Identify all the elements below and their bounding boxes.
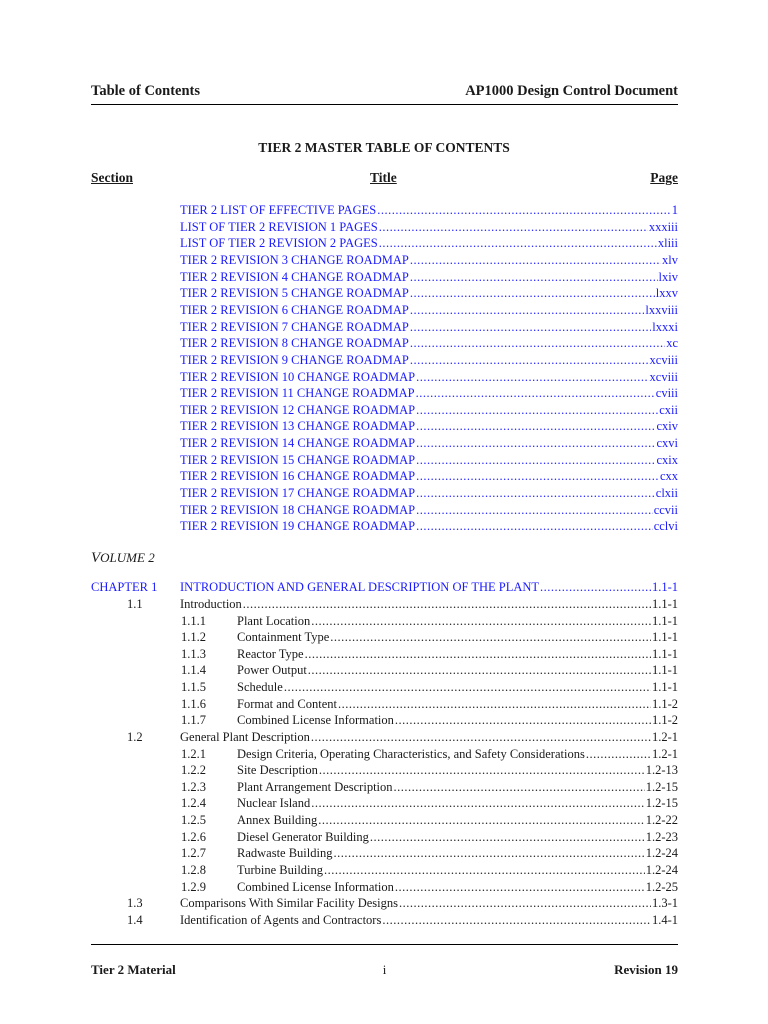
- section-number: 1.2.8: [181, 862, 206, 877]
- section-number: 1.1.2: [181, 630, 206, 645]
- footer-rule: [91, 944, 678, 945]
- toc-entry-link[interactable]: TIER 2 REVISION 5 CHANGE ROADMAP ..... lxxv: [180, 285, 678, 301]
- toc-entry-link[interactable]: TIER 2 REVISION 4 CHANGE ROADMAP ..... lxiv: [180, 269, 678, 285]
- toc-entry-link[interactable]: LIST OF TIER 2 REVISION 1 PAGES ..... xxxiii: [180, 219, 678, 235]
- section-entry[interactable]: Schedule ..... 1.1-1: [237, 679, 678, 695]
- page-header: [91, 83, 678, 103]
- dot-leader: [410, 252, 661, 268]
- toc-entry-link[interactable]: TIER 2 REVISION 16 CHANGE ROADMAP ..... cxx: [180, 468, 678, 484]
- section-entry[interactable]: Reactor Type ..... 1.1-1: [237, 646, 678, 662]
- toc-entry-link[interactable]: TIER 2 REVISION 8 CHANGE ROADMAP ..... xc: [180, 335, 678, 351]
- toc-entry-link[interactable]: TIER 2 REVISION 13 CHANGE ROADMAP ..... cxiv: [180, 418, 678, 434]
- section-number: 1.1.4: [181, 663, 206, 678]
- section-entry[interactable]: Combined License Information ..... 1.1-2: [237, 712, 678, 728]
- section-entry[interactable]: Plant Arrangement Description ..... 1.2-15: [237, 779, 678, 795]
- section-number: 1.2.7: [181, 846, 206, 861]
- dot-leader: [410, 352, 649, 368]
- dot-leader: [540, 579, 651, 595]
- dot-leader: [410, 302, 645, 318]
- toc-entry-link[interactable]: TIER 2 REVISION 9 CHANGE ROADMAP ..... xcviii: [180, 352, 678, 368]
- section-number: 1.1.7: [181, 713, 206, 728]
- section-number: 1.1.1: [181, 613, 206, 628]
- section-entry[interactable]: Nuclear Island ..... 1.2-15: [237, 795, 678, 811]
- toc-entry-link[interactable]: TIER 2 REVISION 17 CHANGE ROADMAP ..... clxii: [180, 485, 678, 501]
- dot-leader: [416, 452, 655, 468]
- toc-entry-link[interactable]: TIER 2 REVISION 7 CHANGE ROADMAP ..... lxxxi: [180, 319, 678, 335]
- section-entry[interactable]: Power Output ..... 1.1-1: [237, 662, 678, 678]
- dot-leader: [324, 862, 645, 878]
- dot-leader: [416, 369, 648, 385]
- dot-leader: [395, 712, 651, 728]
- section-entry[interactable]: General Plant Description ..... 1.2-1: [180, 729, 678, 745]
- footer-left: Tier 2 Material: [91, 962, 176, 977]
- dot-leader: [399, 895, 651, 911]
- toc-entry-link[interactable]: TIER 2 REVISION 6 CHANGE ROADMAP ..... lxxviii: [180, 302, 678, 318]
- page-number: i: [382, 962, 387, 977]
- footer-right: Revision 19: [614, 962, 678, 977]
- section-entry[interactable]: Comparisons With Similar Facility Designs ..... 1.3-1: [180, 895, 678, 911]
- dot-leader: [416, 468, 659, 484]
- header-rule: [91, 104, 678, 105]
- section-number: 1.4: [127, 912, 143, 927]
- section-number: 1.1.5: [181, 680, 206, 695]
- dot-leader: [338, 696, 651, 712]
- dot-leader: [586, 746, 651, 762]
- section-entry[interactable]: Turbine Building ..... 1.2-24: [237, 862, 678, 878]
- dot-leader: [410, 335, 665, 351]
- toc-entry-link[interactable]: TIER 2 REVISION 15 CHANGE ROADMAP ..... cxix: [180, 452, 678, 468]
- column-header-page: Page: [650, 170, 678, 185]
- section-entry[interactable]: Format and Content ..... 1.1-2: [237, 696, 678, 712]
- section-number: 1.2.6: [181, 829, 206, 844]
- section-entry[interactable]: Design Criteria, Operating Characteristics, and Safety Considerations ..... 1.2-1: [237, 746, 678, 762]
- dot-leader: [311, 795, 644, 811]
- section-number: 1.3: [127, 896, 143, 911]
- dot-leader: [319, 762, 645, 778]
- section-entry[interactable]: Annex Building ..... 1.2-22: [237, 812, 678, 828]
- section-number: 1.1: [127, 597, 143, 611]
- dot-leader: [416, 402, 658, 418]
- toc-entry-link[interactable]: TIER 2 REVISION 12 CHANGE ROADMAP ..... cxii: [180, 402, 678, 418]
- section-number: 1.2.9: [181, 879, 206, 894]
- section-number: 1.2.4: [181, 796, 206, 811]
- section-entry[interactable]: Containment Type ..... 1.1-1: [237, 629, 678, 645]
- section-entry[interactable]: Plant Location ..... 1.1-1: [237, 613, 678, 629]
- toc-entry-link[interactable]: TIER 2 LIST OF EFFECTIVE PAGES ..... 1: [180, 202, 678, 218]
- dot-leader: [410, 269, 658, 285]
- volume-heading: VOLUME 2: [91, 550, 155, 566]
- toc-entry-link[interactable]: TIER 2 REVISION 18 CHANGE ROADMAP ..... ccvii: [180, 502, 678, 518]
- dot-leader: [416, 385, 655, 401]
- toc-entry-link[interactable]: TIER 2 REVISION 14 CHANGE ROADMAP ..... cxvi: [180, 435, 678, 451]
- dot-leader: [416, 502, 653, 518]
- section-number: 1.2.3: [181, 779, 206, 794]
- header-left: Table of Contents: [91, 83, 201, 99]
- dot-leader: [379, 219, 648, 235]
- section-entry[interactable]: Introduction ..... 1.1-1: [180, 596, 678, 612]
- dot-leader: [330, 629, 651, 645]
- dot-leader: [379, 235, 657, 251]
- column-header-section: Section: [91, 170, 133, 185]
- dot-leader: [410, 285, 655, 301]
- section-number: 1.1.3: [181, 646, 206, 661]
- header-right: AP1000 Design Control Document: [465, 83, 678, 99]
- toc-entry-link[interactable]: TIER 2 REVISION 3 CHANGE ROADMAP ..... xlv: [180, 252, 678, 268]
- dot-leader: [382, 912, 651, 928]
- section-number: 1.2.2: [181, 763, 206, 778]
- chapter-title-link[interactable]: INTRODUCTION AND GENERAL DESCRIPTION OF THE PLANT ..... 1.1-1: [180, 579, 678, 595]
- toc-entry-link[interactable]: TIER 2 REVISION 10 CHANGE ROADMAP ..... xcviii: [180, 369, 678, 385]
- section-entry[interactable]: Radwaste Building ..... 1.2-24: [237, 845, 678, 861]
- dot-leader: [416, 435, 655, 451]
- section-entry[interactable]: Combined License Information ..... 1.2-25: [237, 879, 678, 895]
- dot-leader: [395, 879, 645, 895]
- section-entry[interactable]: Site Description ..... 1.2-13: [237, 762, 678, 778]
- page-footer: [91, 962, 678, 980]
- dot-leader: [416, 518, 653, 534]
- dot-leader: [308, 662, 651, 678]
- toc-entry-link[interactable]: LIST OF TIER 2 REVISION 2 PAGES ..... xliii: [180, 235, 678, 251]
- dot-leader: [311, 613, 651, 629]
- section-number: 1.2: [127, 729, 143, 744]
- dot-leader: [318, 812, 644, 828]
- chapter-number[interactable]: CHAPTER 1: [91, 580, 158, 594]
- dot-leader: [370, 829, 645, 845]
- section-number: 1.2.5: [181, 813, 206, 828]
- dot-leader: [394, 779, 645, 795]
- section-entry[interactable]: Diesel Generator Building ..... 1.2-23: [237, 829, 678, 845]
- dot-leader: [410, 319, 651, 335]
- section-number: 1.1.6: [181, 696, 206, 711]
- dot-leader: [416, 485, 655, 501]
- column-header-title: Title: [370, 170, 397, 185]
- dot-leader: [333, 845, 644, 861]
- dot-leader: [284, 679, 651, 695]
- dot-leader: [416, 418, 655, 434]
- dot-leader: [243, 596, 651, 612]
- toc-entry-link[interactable]: TIER 2 REVISION 19 CHANGE ROADMAP ..... cclvi: [180, 518, 678, 534]
- dot-leader: [311, 729, 651, 745]
- page-title: TIER 2 MASTER TABLE OF CONTENTS: [258, 140, 510, 155]
- dot-leader: [305, 646, 651, 662]
- section-entry[interactable]: Identification of Agents and Contractors ..... 1.4-1: [180, 912, 678, 928]
- dot-leader: [377, 202, 671, 218]
- toc-entry-link[interactable]: TIER 2 REVISION 11 CHANGE ROADMAP ..... cviii: [180, 385, 678, 401]
- section-number: 1.2.1: [181, 746, 206, 761]
